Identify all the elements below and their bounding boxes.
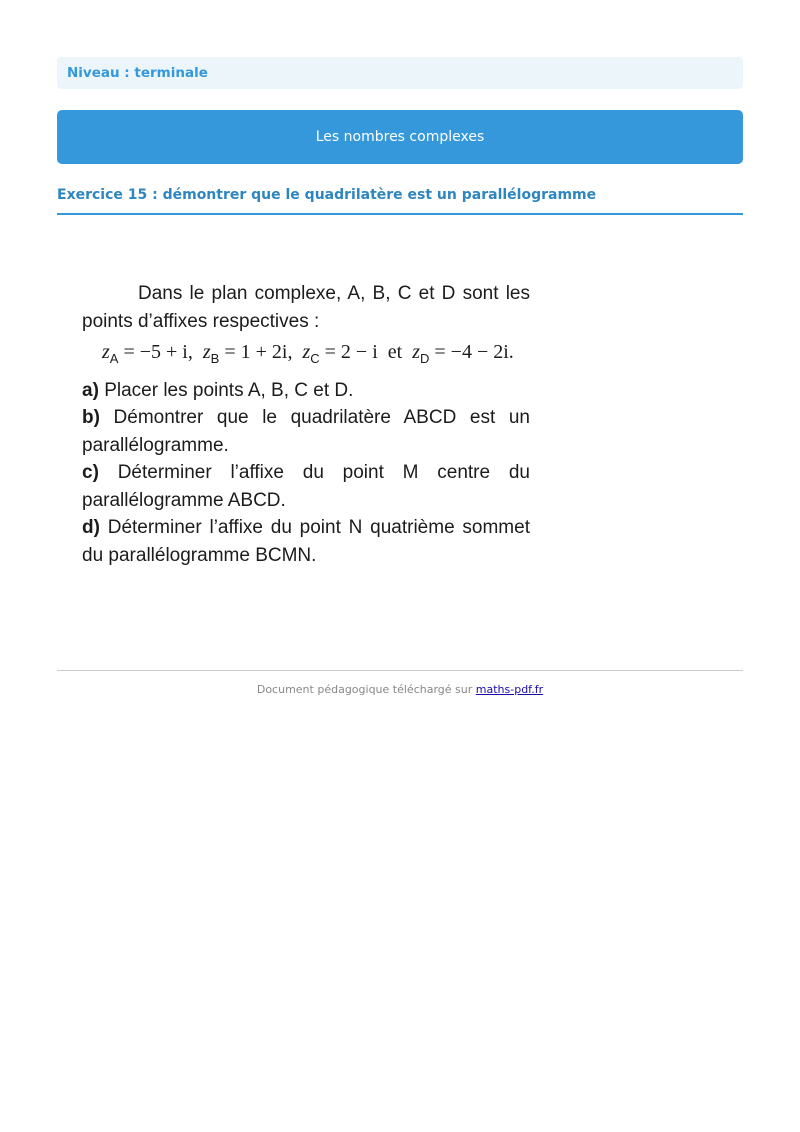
exercise-title: Exercice 15 : démontrer que le quadrilatère est un parallélogramme bbox=[57, 185, 743, 215]
question-text: Déterminer l’affixe du point M centre du parallélogramme ABCD. bbox=[82, 462, 531, 511]
question-c bbox=[72, 459, 530, 514]
footer bbox=[57, 683, 743, 696]
question-a bbox=[72, 377, 530, 405]
question-label: b) bbox=[82, 407, 100, 428]
question-text: Déterminer l’affixe du point N quatrième sommet du parallélogramme BCMN. bbox=[82, 517, 530, 566]
affixes-formula: $z_A = -5 + i$, $z_B = 1 + 2i$, $z_C = 2 - i$ et $z_D = -4 - 2i$. bbox=[102, 341, 514, 366]
footer-link[interactable]: maths-pdf.fr bbox=[475, 683, 544, 696]
affix-b: = 1 + 2i, bbox=[224, 341, 293, 363]
question-d bbox=[72, 514, 530, 569]
affix-d: = −4 − 2i. bbox=[434, 341, 514, 363]
course-title-banner bbox=[57, 110, 743, 164]
course-title: Les nombres complexes bbox=[315, 129, 485, 145]
level-box bbox=[57, 57, 743, 89]
exercise-statement-image bbox=[72, 280, 542, 585]
footer-text: Document pédagogique téléchargé sur bbox=[256, 683, 473, 696]
question-b bbox=[72, 404, 530, 459]
question-text: Placer les points A, B, C et D. bbox=[104, 379, 354, 401]
exercise-intro: Dans le plan complexe, A, B, C et D sont les points d’affixes respectives : bbox=[82, 283, 530, 332]
question-text: Démontrer que le quadrilatère ABCD est un parallélogramme. bbox=[82, 407, 530, 456]
formula-connector: et bbox=[387, 341, 403, 363]
level-label: Niveau : terminale bbox=[67, 65, 208, 81]
affix-a: = −5 + i, bbox=[123, 341, 193, 363]
footer-divider bbox=[57, 670, 743, 671]
question-label: a) bbox=[82, 379, 99, 401]
affix-c: = 2 − i bbox=[324, 341, 378, 363]
question-label: d) bbox=[82, 517, 100, 538]
question-label: c) bbox=[82, 462, 99, 483]
